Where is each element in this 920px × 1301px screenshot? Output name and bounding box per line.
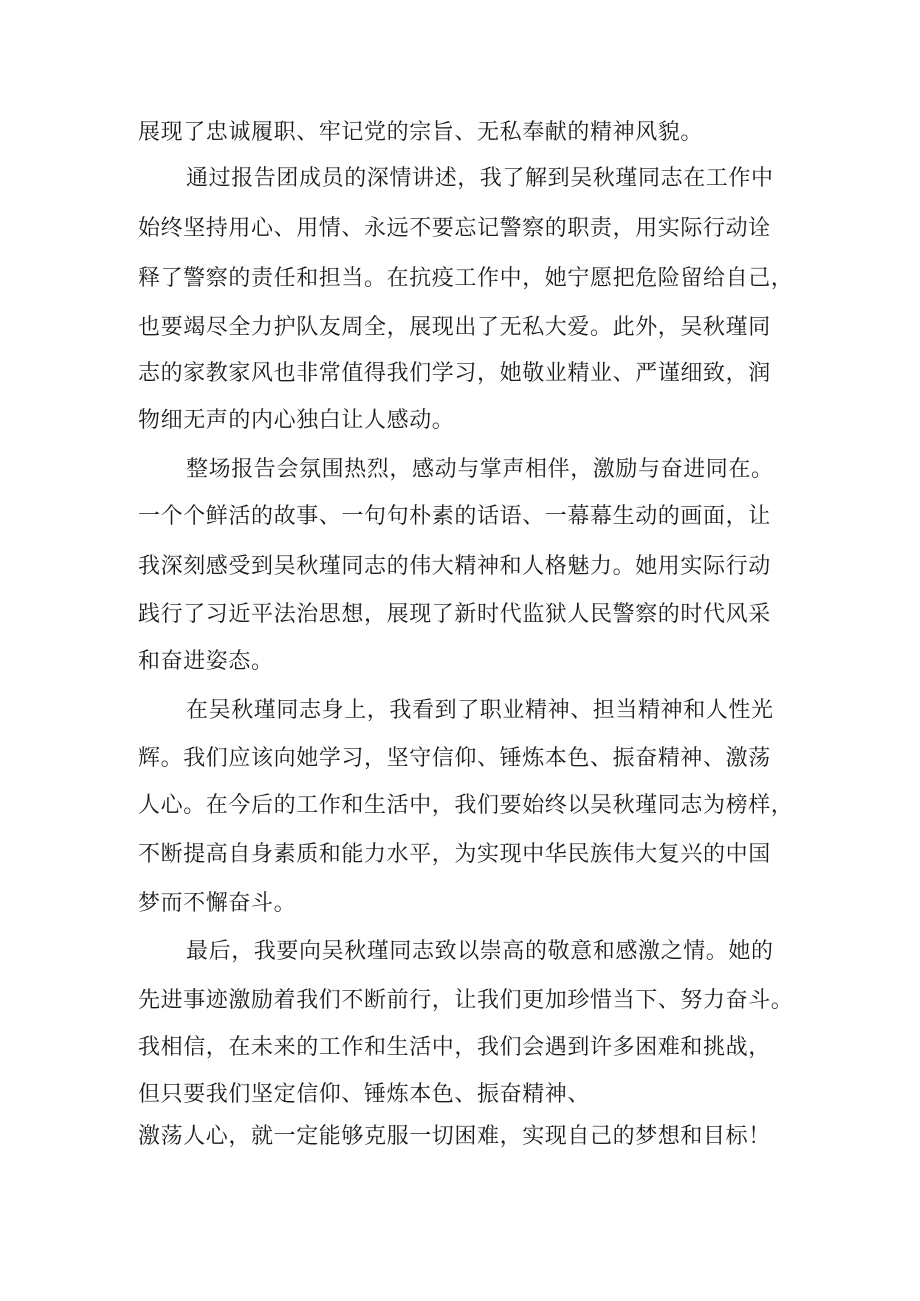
paragraph-first-line: 最后，我要向吴秋瑾同志致以崇高的敬意和感激之情。她的 xyxy=(186,939,774,964)
text-line: 始终坚持用心、用情、永远不要忘记警察的职责，用实际行动诠 xyxy=(138,216,771,241)
text-line: 先进事迹激励着我们不断前行，让我们更加珍惜当下、努力奋斗。 xyxy=(138,988,794,1013)
text-line: 践行了习近平法治思想，展现了新时代监狱人民警察的时代风采 xyxy=(138,602,771,627)
text-line: 辉。我们应该向她学习，坚守信仰、锤炼本色、振奋精神、激荡 xyxy=(138,746,771,771)
paragraph-first-line: 整场报告会氛围热烈，感动与掌声相伴，激励与奋进同在。 xyxy=(186,457,774,482)
text-line: 梦而不懈奋斗。 xyxy=(138,891,297,916)
text-line: 我相信，在未来的工作和生活中，我们会遇到许多困难和挑战， xyxy=(138,1035,771,1060)
text-line: 也要竭尽全力护队友周全，展现出了无私大爱。此外，吴秋瑾同 xyxy=(138,315,771,340)
text-line: 不断提高自身素质和能力水平，为实现中华民族伟大复兴的中国 xyxy=(138,842,771,867)
text-line: 人心。在今后的工作和生活中，我们要始终以吴秋瑾同志为榜样， xyxy=(138,793,794,818)
paragraph-first-line: 在吴秋瑾同志身上，我看到了职业精神、担当精神和人性光 xyxy=(186,698,774,723)
paragraph-first-line: 通过报告团成员的深情讲述，我了解到吴秋瑾同志在工作中 xyxy=(186,166,774,191)
text-line: 一个个鲜活的故事、一句句朴素的话语、一幕幕生动的画面，让 xyxy=(138,504,771,529)
text-line: 释了警察的责任和担当。在抗疫工作中，她宁愿把危险留给自己， xyxy=(138,266,794,291)
text-line: 但只要我们坚定信仰、锤炼本色、振奋精神、 xyxy=(138,1082,591,1107)
text-line: 我深刻感受到吴秋瑾同志的伟大精神和人格魅力。她用实际行动 xyxy=(138,554,771,579)
text-line: 和奋进姿态。 xyxy=(138,649,274,674)
text-line: 志的家教家风也非常值得我们学习，她敬业精业、严谨细致，润 xyxy=(138,361,771,386)
text-line: 物细无声的内心独白让人感动。 xyxy=(138,408,455,433)
text-line: 激荡人心，就一定能够克服一切困难，实现自己的梦想和目标！ xyxy=(138,1124,771,1149)
text-line: 展现了忠诚履职、牢记党的宗旨、无私奉献的精神风貌。 xyxy=(138,120,704,145)
